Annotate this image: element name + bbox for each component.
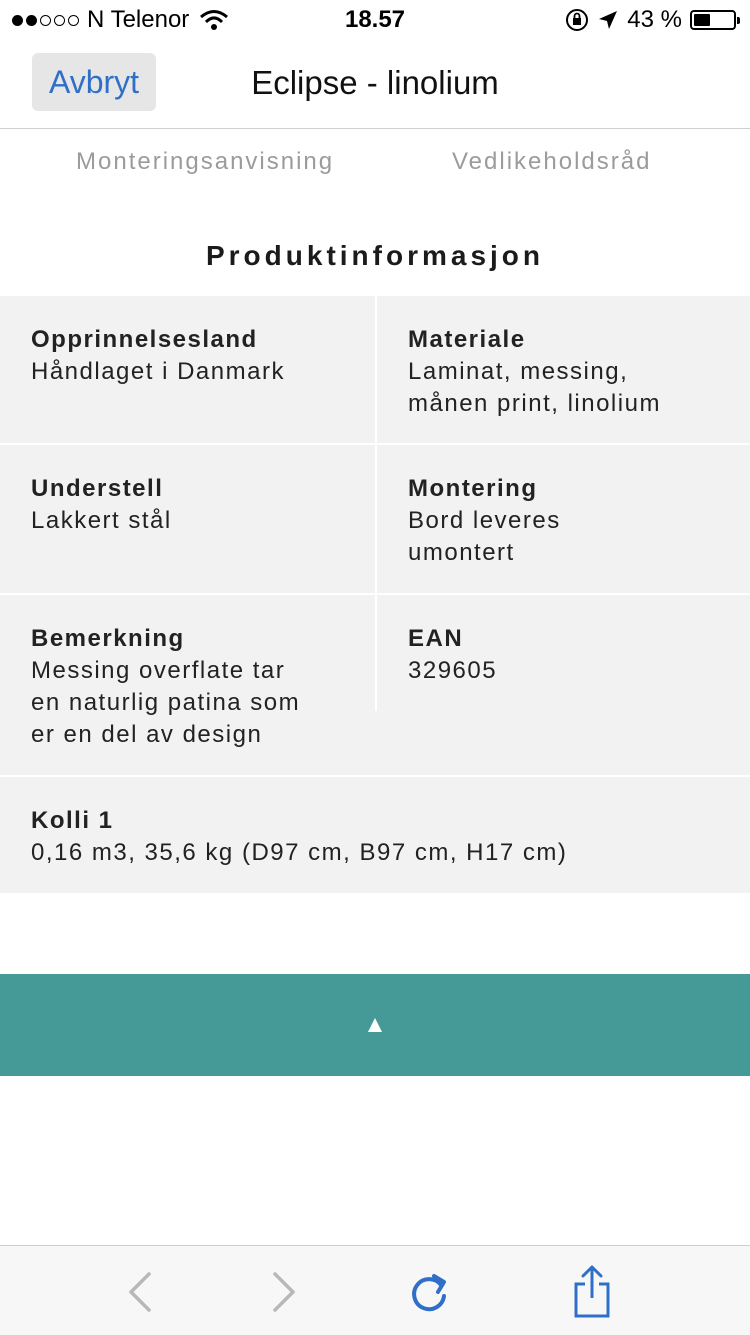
- page-title: Eclipse - linolium: [251, 64, 499, 101]
- info-cell-ean: [377, 595, 750, 687]
- note-value-line: Messing overflate tar: [31, 657, 286, 684]
- ean-value: 329605: [408, 657, 498, 684]
- material-label: Materiale: [408, 326, 526, 353]
- info-cell-assembly: [377, 445, 750, 569]
- share-icon: [570, 1264, 614, 1320]
- rotation-lock-icon: [565, 8, 589, 32]
- tab-bar: [0, 148, 750, 184]
- browser-toolbar: [0, 1245, 750, 1335]
- origin-value: Håndlaget i Danmark: [31, 358, 285, 385]
- tab-maintenance-advice[interactable]: Vedlikeholdsråd: [452, 148, 652, 175]
- reload-icon: [408, 1268, 452, 1316]
- ean-label: EAN: [408, 625, 464, 652]
- info-cell-note: [0, 595, 375, 751]
- info-row: [0, 445, 750, 595]
- status-bar: [0, 0, 750, 40]
- info-cell-base: [0, 445, 375, 537]
- base-value: Lakkert stål: [31, 507, 172, 534]
- info-row: [0, 595, 750, 777]
- info-row: [0, 296, 750, 445]
- share-button[interactable]: [562, 1264, 622, 1320]
- location-arrow-icon: [597, 9, 619, 31]
- tab-mounting-instructions[interactable]: Monteringsanvisning: [76, 148, 335, 175]
- nav-header: [0, 40, 750, 129]
- battery-icon: [690, 10, 736, 30]
- package-value: 0,16 m3, 35,6 kg (D97 cm, B97 cm, H17 cm): [31, 839, 568, 866]
- collapse-toggle-button[interactable]: [0, 974, 750, 1076]
- back-button[interactable]: [110, 1264, 170, 1320]
- product-info-grid: [0, 296, 750, 893]
- info-cell-package: [0, 777, 750, 869]
- status-time: 18.57: [344, 6, 406, 33]
- assembly-value-line: Bord leveres: [408, 507, 561, 534]
- package-label: Kolli 1: [31, 807, 114, 834]
- note-value-line: er en del av design: [31, 721, 263, 748]
- note-label: Bemerkning: [31, 625, 185, 652]
- info-cell-material: [377, 296, 750, 420]
- status-right: [565, 6, 736, 34]
- assembly-value-line: umontert: [408, 539, 515, 566]
- carrier-name: N Telenor: [87, 6, 190, 33]
- material-value-line: Laminat, messing,: [408, 358, 629, 385]
- section-title: Produktinformasjon: [205, 240, 544, 271]
- cancel-button[interactable]: Avbryt: [32, 53, 156, 111]
- note-value-line: en naturlig patina som: [31, 689, 301, 716]
- base-label: Understell: [31, 475, 164, 502]
- battery-percent: 43 %: [627, 6, 682, 33]
- back-icon: [125, 1270, 155, 1314]
- info-cell-origin: [0, 296, 375, 388]
- forward-icon: [269, 1270, 299, 1314]
- triangle-up-icon: ▲: [363, 1011, 387, 1038]
- origin-label: Opprinnelsesland: [31, 326, 258, 353]
- assembly-label: Montering: [408, 475, 538, 502]
- reload-button[interactable]: [400, 1264, 460, 1320]
- battery-fill: [694, 14, 710, 26]
- forward-button[interactable]: [254, 1264, 314, 1320]
- material-value-line: månen print, linolium: [408, 390, 661, 417]
- info-row: [0, 777, 750, 893]
